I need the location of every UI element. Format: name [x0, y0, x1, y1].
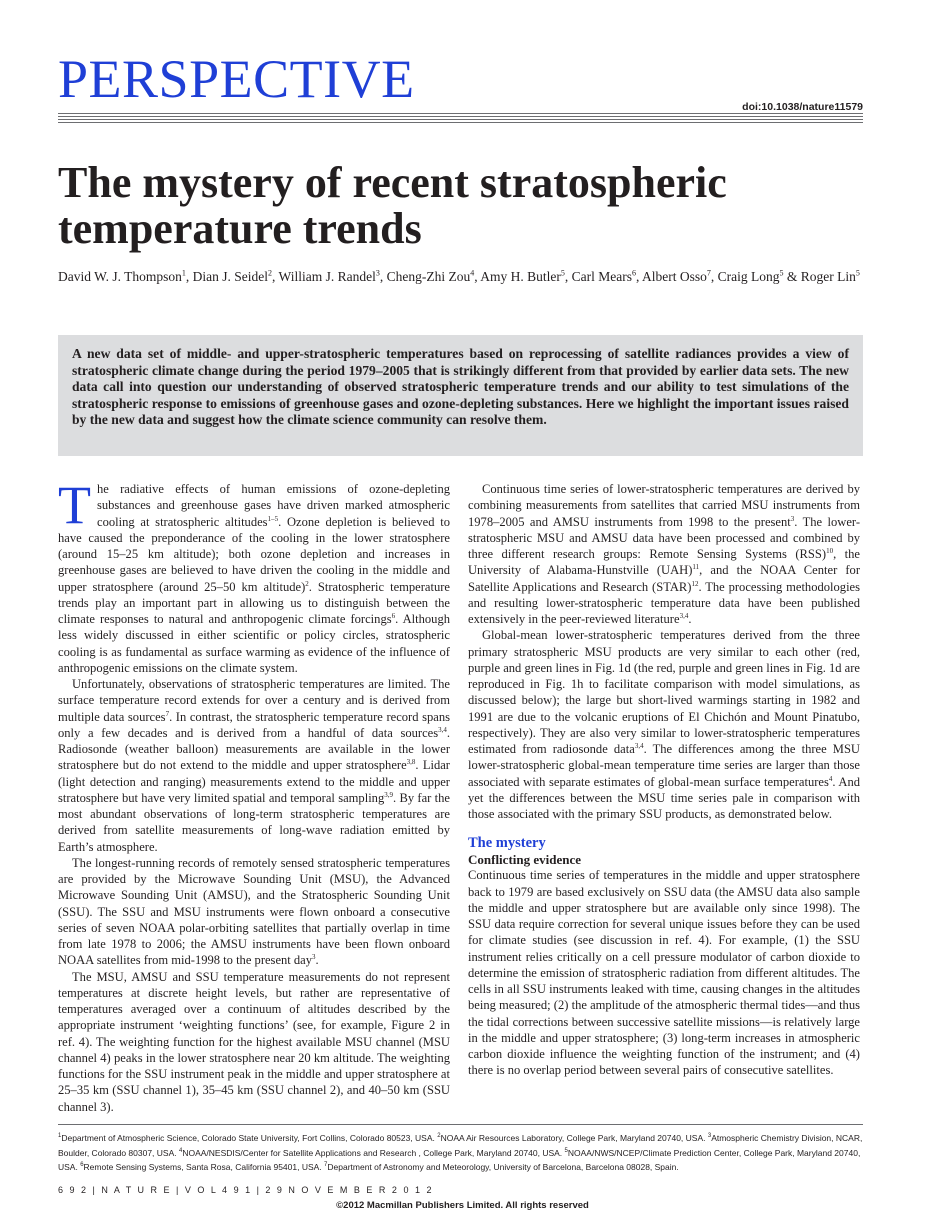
- body-paragraph: Continuous time series of lower-stratospheric temperatures are derived by combining measurements from satellites that carried MSU instruments from 1978–2005 and AMSU instruments from 1998 to the present$^3$. The lower-stratospheric MSU and AMSU data have been processed and combined by three different research groups: Remote Sensing Systems (RSS)$^{10}$, the University of Alabama-Hunstville (UAH)$^{11}$, and the NOAA Center for Satellite Applications and Research (STAR)$^{12}$. The processing methodologies and resulting lower-stratospheric temperature data have been published extensively in the peer-reviewed literature$^{3,4}$.: [468, 482, 861, 626]
- citation[interactable]: 3: [790, 514, 795, 523]
- header-rules: [58, 113, 863, 127]
- author: Roger Lin$^5$: [800, 268, 860, 284]
- footnote: $^6$Remote Sensing Systems, Santa Rosa, California 95401, USA.: [80, 1162, 325, 1173]
- author: Dian J. Seidel$^2$,: [192, 268, 279, 284]
- body-column-left: [58, 475, 451, 1115]
- section-heading: The mystery: [468, 835, 546, 852]
- author: Cheng-Zhi Zou$^4$,: [386, 268, 481, 284]
- citation[interactable]: 6: [391, 611, 396, 620]
- body-paragraph: Unfortunately, observations of stratospheric temperatures are limited. The surface temperature record extends for over a century and is derived from multiple data sources$^7$. In contrast, the stratospheric temperature record spans only a few decades and is derived from a handful of data sources$^{3,4}$. Radiosonde (weather balloon) measurements are available in the lower stratosphere but do not extend to the middle and upper stratosphere$^{3,8}$. Lidar (light detection and ranging) measurements extend to the middle and upper stratosphere but have very limited spatial and temporal sampling$^{3,9}$. By far the most abundant observations of long-term stratospheric temperatures are derived from satellite measurements of long-wave radiation emitted by Earth’s atmosphere.: [58, 677, 450, 854]
- footnote: $^5$NOAA/NWS/NCEP/Climate Prediction Center, College Park, Maryland 20740, USA.: [58, 1147, 861, 1173]
- author: Carl Mears$^6$,: [571, 268, 642, 284]
- citation[interactable]: 1–5: [267, 514, 279, 523]
- footnote: $^4$NOAA/NESDIS/Center for Satellite Applications and Research , College Park, Maryland 20740, USA.: [178, 1147, 565, 1158]
- body-paragraph: The radiative effects of human emissions of ozone-depleting substances and greenhouse gases have driven marked atmospheric cooling at stratospheric altitudes$^{1-5}$. Ozone depletion is believed to have caused the preponderance of the cooling in the lower stratosphere (around 15–25 km altitude); both ozone depletion and increases in greenhouse gases are believed to have driven the cooling in the middle and upper stratosphere (around 25–50 km altitude)$^2$. Stratospheric temperature trends play an important part in allowing us to distinguish between the climate responses to natural and anthropogenic climate forcings$^6$. Although less widely discussed in either scientific or policy circles, stratospheric cooling is as fundamental as surface warming as evidence of the influence of anthropogenic emissions on the climate system.: [58, 475, 451, 675]
- citation[interactable]: 7: [165, 709, 170, 718]
- citation[interactable]: 12: [691, 579, 699, 588]
- citation[interactable]: 3,4: [438, 725, 447, 734]
- citation[interactable]: 3,9: [384, 790, 393, 799]
- footnote: $^3$Atmospheric Chemistry Division, NCAR, Boulder, Colorado 80307, USA.: [58, 1132, 863, 1158]
- page-info: 6 9 2 | N A T U R E | V O L 4 9 1 | 2 9 N O V E M B E R 2 0 1 2: [58, 1185, 434, 1195]
- article-title: The mystery of recent stratospheric temperature trends: [58, 158, 727, 253]
- body-paragraph: The longest-running records of remotely sensed stratospheric temperatures are provided by the Microwave Sounding Unit (MSU), the Advanced Microwave Sounding Unit (AMSU), and the Stratospheric Sounding Unit (SSU). The SSU and MSU instruments were flown onboard a consecutive series of seven NOAA polar-orbiting satellites that partially overlap in time from late 1978 to 2006; the AMSU instruments have been flown onboard NOAA satellites from mid-1998 to the present day$^3$.: [58, 855, 450, 968]
- footnote-rule: [58, 1124, 863, 1125]
- citation[interactable]: 2: [305, 579, 309, 588]
- abstract-box: [58, 335, 863, 456]
- citation[interactable]: 3,8: [406, 758, 416, 767]
- author-list: [58, 264, 863, 285]
- citation[interactable]: 3,4: [634, 741, 644, 750]
- author: David W. J. Thompson$^1$,: [58, 268, 193, 284]
- drop-cap: T: [58, 475, 91, 535]
- footnote: $^2$NOAA Air Resources Laboratory, College Park, Maryland 20740, USA.: [437, 1132, 708, 1143]
- body-paragraph: Continuous time series of temperatures in the middle and upper stratosphere back to 1979 are based exclusively on SSU data (the AMSU data also sample the middle and upper stratosphere but are available only since 1998). The SSU data require correction for several unique issues before they can be used for climate studies (see discussion in ref. 4). For example, (1) the SSU instrument relies critically on a cell pressure modulator of carbon dioxide to determine the emission of stratospheric radiation from different altitudes. The cells in all SSU instruments leaked with time, causing changes in the altitudes being measured; (2) the amplitude of the atmospheric thermal tides—and thus the tidal corrections between successive satellite missions—is relatively large in the middle and upper stratosphere; (3) long-term increases in atmospheric carbon dioxide influence the weighting function of the instrument; and (4) there is no overlap period between several pairs of consecutive satellites.: [468, 868, 860, 1078]
- author: William J. Randel$^3$,: [278, 268, 387, 284]
- footnote: $^1$Department of Atmospheric Science, Colorado State University, Fort Collins, Colorado 80523, USA.: [58, 1132, 438, 1143]
- affiliation-footnotes: [58, 1130, 863, 1174]
- section-label: PERSPECTIVE: [58, 49, 415, 109]
- citation[interactable]: 11: [692, 563, 700, 572]
- copyright-notice: ©2012 Macmillan Publishers Limited. All rights reserved: [336, 1200, 589, 1211]
- citation[interactable]: 10: [826, 546, 834, 555]
- subsection-heading: Conflicting evidence: [468, 852, 582, 868]
- author: Albert Osso$^7$,: [642, 268, 718, 284]
- footnote: $^7$Department of Astronomy and Meteorology, University of Barcelona, Barcelona 08028, Spain.: [324, 1162, 679, 1173]
- body-column-right: [468, 481, 860, 1079]
- doi[interactable]: doi:10.1038/nature11579: [742, 101, 863, 113]
- author: Amy H. Butler$^5$,: [480, 268, 572, 284]
- citation[interactable]: 3,4: [679, 611, 689, 620]
- citation[interactable]: 3: [312, 953, 316, 962]
- author: Craig Long$^5$ &: [717, 268, 801, 284]
- body-paragraph: The MSU, AMSU and SSU temperature measurements do not represent temperatures at discrete height levels, but rather are representative of temperatures averaged over a continuum of altitudes described by the appropriate instrument ‘weighting functions’ (see, for example, Figure 2 in ref. 4). The weighting function for the highest available MSU channel (MSU channel 4) peaks in the lower stratosphere near 20 km altitude. The weighting functions for the SSU instrument peak in the middle and upper stratosphere at 25–35 km (SSU channel 1), 35–45 km (SSU channel 2), and 40–50 km (SSU channel 3).: [58, 969, 450, 1114]
- abstract-text: A new data set of middle- and upper-stratospheric temperatures based on reprocessing of satellite radiances provides a view of stratospheric climate change during the period 1979–2005 that is strikingly different from that provided by earlier data sets. The new data call into question our understanding of observed stratospheric temperature trends and our ability to test simulations of the stratospheric response to emissions of greenhouse gases and ozone-depleting substances. Here we highlight the important issues raised by the new data and suggest how the climate science community can resolve them.: [72, 346, 849, 428]
- body-paragraph: Global-mean lower-stratospheric temperatures derived from the three primary stratospheric MSU products are very similar to each other (red, purple and green lines in Fig. 1d (the red, purple and green lines in Fig. 1d are reproduced in Fig. 1h to facilitate comparison with model simulations, as discussed below); the large but short-lived warmings starting in 1982 and 1991 are due to the volcanic eruptions of El Chichón and Mount Pinatubo, respectively). They are also very similar to lower-stratospheric temperatures estimated from radiosonde data$^{3,4}$. The differences among the three MSU lower-stratospheric global-mean temperature time series are larger than those associated with separate estimates of global-mean surface temperatures$^4$. And yet the differences between the MSU time series pale in comparison with those associated with the primary SSU products, as demonstrated below.: [468, 628, 860, 821]
- citation[interactable]: 4: [828, 774, 833, 783]
